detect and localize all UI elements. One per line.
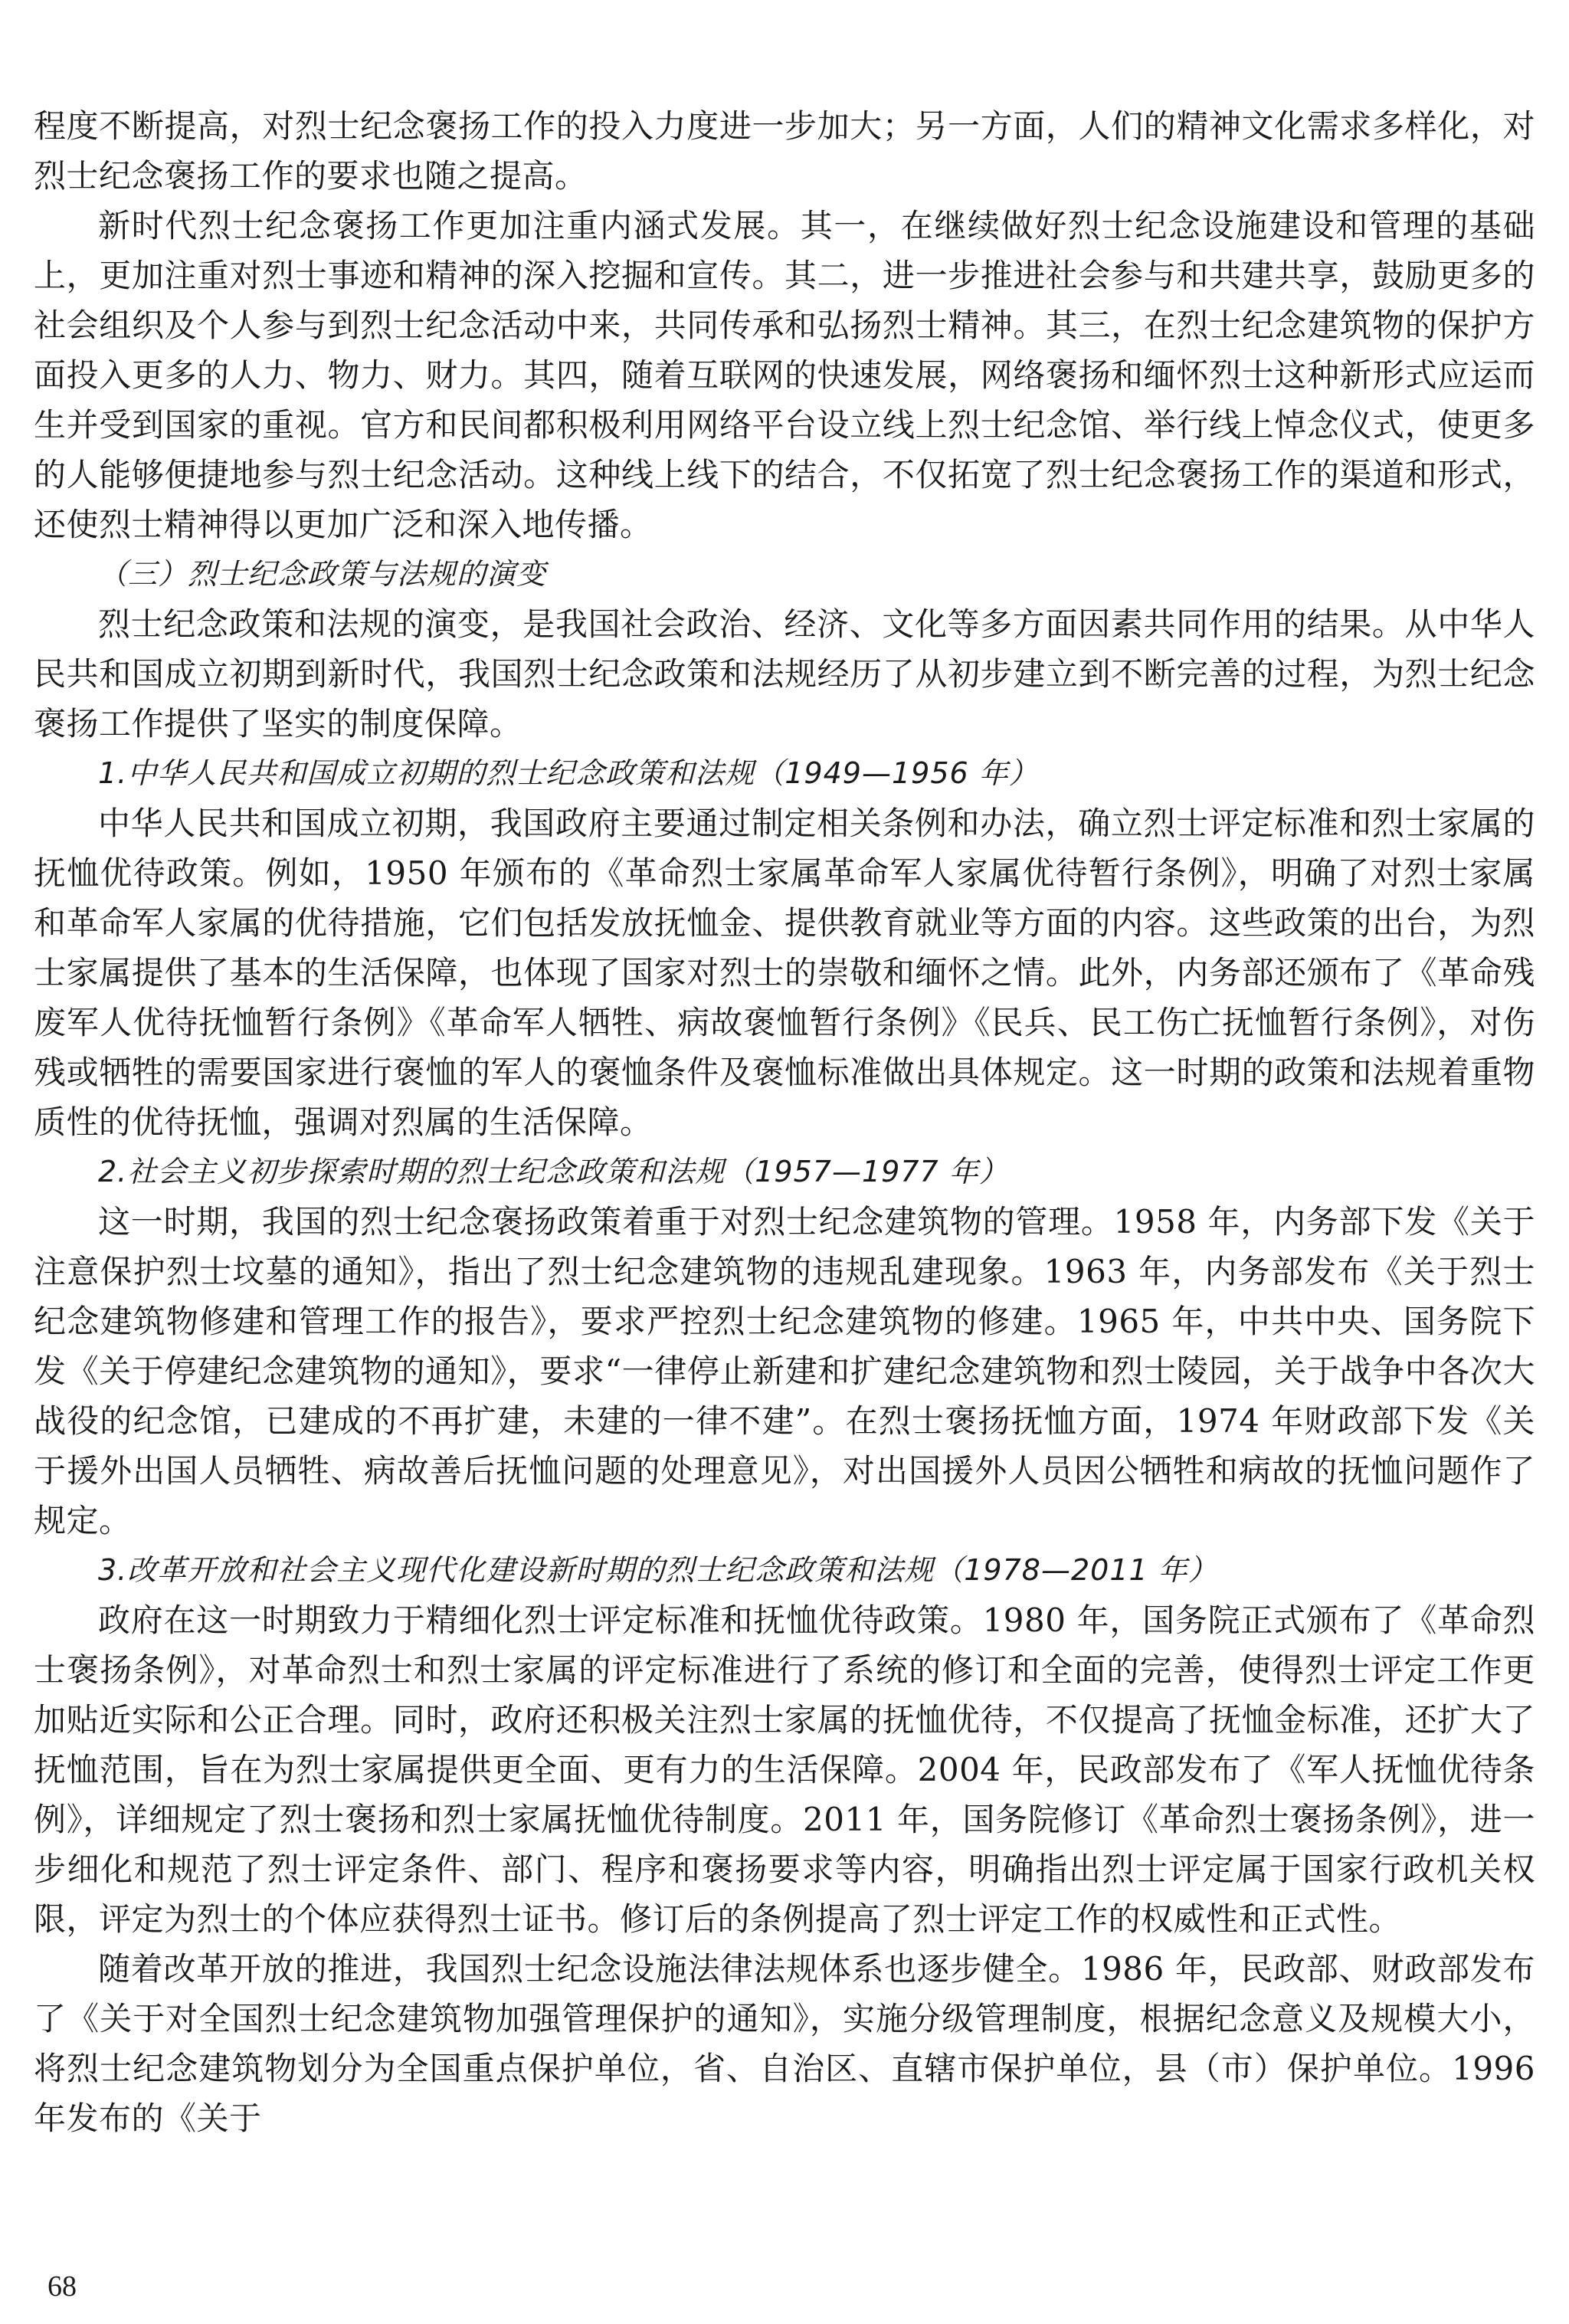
body-paragraph: 新时代烈士纪念褒扬工作更加注重内涵式发展。其一，在继续做好烈士纪念设施建设和管理的基础上，更加注重对烈士事迹和精神的深入挖掘和宣传。其二，进一步推进社会参与和共建共享，鼓励更多的社会组织及个人参与到烈士纪念活动中来，共同传承和弘扬烈士精神。其三，在烈士纪念建筑物的保护方面投入更多的人力、物力、财力。其四，随着互联网的快速发展，网络褒扬和缅怀烈士这种新形式应运而生并受到国家的重视。官方和民间都积极利用网络平台设立线上烈士纪念馆、举行线上悼念仪式，使更多的人能够便捷地参与烈士纪念活动。这种线上线下的结合，不仅拓宽了烈士纪念褒扬工作的渠道和形式，还使烈士精神得以更加广泛和深入地传播。 [34, 207, 1535, 543]
document-body [34, 101, 1535, 2143]
section-heading: 2.社会主义初步探索时期的烈士纪念政策和法规（1957—1977 年） [98, 1155, 1009, 1188]
body-paragraph: 烈士纪念政策和法规的演变，是我国社会政治、经济、文化等多方面因素共同作用的结果。从中华人民共和国成立初期到新时代，我国烈士纪念政策和法规经历了从初步建立到不断完善的过程，为烈士纪念褒扬工作提供了坚实的制度保障。 [34, 605, 1535, 742]
body-paragraph: 随着改革开放的推进，我国烈士纪念设施法律法规体系也逐步健全。1986 年，民政部、财政部发布了《关于对全国烈士纪念建筑物加强管理保护的通知》，实施分级管理制度，根据纪念意义及规模大小，将烈士纪念建筑物划分为全国重点保护单位，省、自治区、直辖市保护单位，县（市）保护单位。1996 年发布的《关于 [34, 1950, 1535, 2137]
section-heading: 3.改革开放和社会主义现代化建设新时期的烈士纪念政策和法规（1978—2011 年） [98, 1553, 1218, 1587]
section-heading: （三）烈士纪念政策与法规的演变 [98, 557, 547, 591]
body-paragraph: 中华人民共和国成立初期，我国政府主要通过制定相关条例和办法，确立烈士评定标准和烈士家属的抚恤优待政策。例如，1950 年颁布的《革命烈士家属革命军人家属优待暂行条例》，明确了对烈士家属和革命军人家属的优待措施，它们包括发放抚恤金、提供教育就业等方面的内容。这些政策的出台，为烈士家属提供了基本的生活保障，也体现了国家对烈士的崇敬和缅怀之情。此外，内务部还颁布了《革命残废军人优待抚恤暂行条例》《革命军人牺牲、病故褒恤暂行条例》《民兵、民工伤亡抚恤暂行条例》，对伤残或牺牲的需要国家进行褒恤的军人的褒恤条件及褒恤标准做出具体规定。这一时期的政策和法规着重物质性的优待抚恤，强调对烈属的生活保障。 [34, 805, 1535, 1141]
section-heading: 1.中华人民共和国成立初期的烈士纪念政策和法规（1949—1956 年） [98, 756, 1039, 790]
body-paragraph: 这一时期，我国的烈士纪念褒扬政策着重于对烈士纪念建筑物的管理。1958 年，内务部下发《关于注意保护烈士坟墓的通知》，指出了烈士纪念建筑物的违规乱建现象。1963 年，内务部发布《关于烈士纪念建筑物修建和管理工作的报告》，要求严控烈士纪念建筑物的修建。1965 年，中共中央、国务院下发《关于停建纪念建筑物的通知》，要求“一律停止新建和扩建纪念建筑物和烈士陵园，关于战争中各次大战役的纪念馆，已建成的不再扩建，未建的一律不建”。在烈士褒扬抚恤方面，1974 年财政部下发《关于援外出国人员牺牲、病故善后抚恤问题的处理意见》，对出国援外人员因公牺牲和病故的抚恤问题作了规定。 [34, 1203, 1535, 1539]
body-paragraph: 政府在这一时期致力于精细化烈士评定标准和抚恤优待政策。1980 年，国务院正式颁布了《革命烈士褒扬条例》，对革命烈士和烈士家属的评定标准进行了系统的修订和全面的完善，使得烈士评定工作更加贴近实际和公正合理。同时，政府还积极关注烈士家属的抚恤优待，不仅提高了抚恤金标准，还扩大了抚恤范围，旨在为烈士家属提供更全面、更有力的生活保障。2004 年，民政部发布了《军人抚恤优待条例》，详细规定了烈士褒扬和烈士家属抚恤优待制度。2011 年，国务院修订《革命烈士褒扬条例》，进一步细化和规范了烈士评定条件、部门、程序和褒扬要求等内容，明确指出烈士评定属于国家行政机关权限，评定为烈士的个体应获得烈士证书。修订后的条例提高了烈士评定工作的权威性和正式性。 [34, 1601, 1535, 1938]
body-paragraph: 程度不断提高，对烈士纪念褒扬工作的投入力度进一步加大；另一方面，人们的精神文化需求多样化，对烈士纪念褒扬工作的要求也随之提高。 [34, 107, 1535, 195]
page-number: 68 [47, 2270, 77, 2303]
